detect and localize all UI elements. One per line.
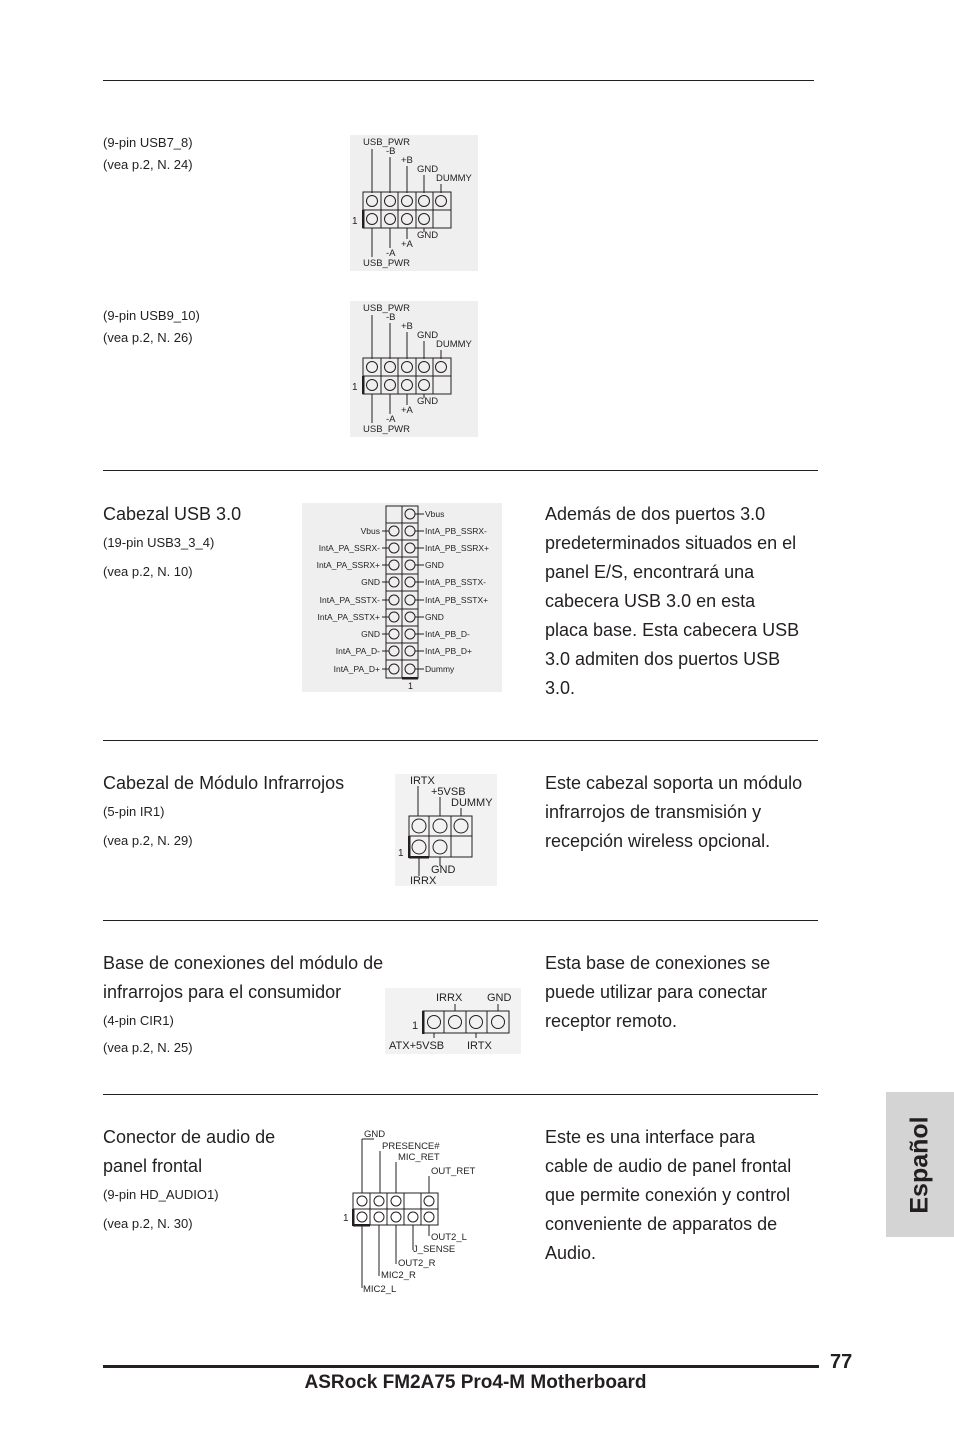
ir-desc-line: Este cabezal soporta un módulo (545, 773, 803, 793)
footer-rule (103, 1365, 819, 1368)
audio-description (545, 1123, 825, 1268)
usb910-label-plus-b: +B (401, 321, 413, 332)
ir-label-irtx: IRTX (410, 775, 435, 787)
audio-title-line: panel frontal (103, 1156, 203, 1176)
usb3-right-label: IntA_PB_D+ (425, 646, 473, 656)
usb3-left-label: GND (361, 577, 380, 587)
usb910-label-dummy: DUMMY (436, 339, 472, 350)
cir-description (545, 949, 825, 1036)
cir-desc-line: puede utilizar para conectar (545, 982, 768, 1002)
usb78-label-plus-a: +A (401, 239, 413, 250)
usb910-ref: (vea p.2, N. 26) (103, 330, 193, 345)
audio-label-out-ret: OUT_RET (431, 1166, 476, 1177)
ir-description (545, 769, 825, 856)
usb3-right-label: IntA_PB_SSRX- (425, 526, 487, 536)
ir-label-5vsb: +5VSB (431, 786, 466, 798)
usb3-desc-line: 3.0 admiten dos puertos USB (545, 649, 781, 669)
usb78-pin1: 1 (352, 216, 358, 227)
usb78-ref: (vea p.2, N. 24) (103, 157, 193, 172)
cir-desc-line: receptor remoto. (545, 1011, 678, 1031)
section-divider (103, 740, 818, 741)
ir-desc-line: recepción wireless opcional. (545, 831, 771, 851)
usb3-left-label: GND (361, 629, 380, 639)
audio-label-gnd: GND (364, 1129, 386, 1140)
usb78-label-minus-b: -B (386, 146, 396, 157)
usb3-desc-line: panel E/S, encontrará una (545, 562, 755, 582)
audio-desc-line: conveniente de apparatos de (545, 1214, 778, 1234)
ir-label-irrx: IRRX (410, 875, 437, 886)
language-side-tab (886, 1092, 954, 1237)
audio-label-j-sense: J_SENSE (413, 1244, 456, 1255)
audio-label-out2-r: OUT2_R (398, 1258, 436, 1269)
usb3-right-label: Dummy (425, 664, 455, 674)
section-divider (103, 470, 818, 471)
usb78-label-usbpwr-bottom: USB_PWR (363, 258, 410, 269)
audio-pin: (9-pin HD_AUDIO1) (103, 1187, 219, 1202)
usb78-label-usbpwr-top: USB_PWR (363, 137, 410, 148)
cir-label-atx5vsb: ATX+5VSB (389, 1040, 445, 1052)
usb3-left-label: IntA_PA_SSRX+ (316, 560, 380, 570)
usb910-label-minus-b: -B (386, 312, 396, 323)
ir-ref: (vea p.2, N. 29) (103, 833, 193, 848)
section-divider (103, 1094, 818, 1095)
audio-title (103, 1123, 275, 1181)
usb3-left-label: Vbus (360, 526, 380, 536)
usb910-label-gnd-bottom: GND (417, 396, 439, 407)
section-divider (103, 920, 818, 921)
cir-pin1: 1 (412, 1020, 419, 1032)
cir-label-gnd: GND (487, 992, 512, 1004)
usb910-label-usbpwr-bottom: USB_PWR (363, 424, 410, 435)
footer-product-name: ASRock FM2A75 Pro4-M Motherboard (304, 1372, 647, 1393)
cir-title-line: Base de conexiones del módulo de (103, 953, 384, 973)
usb3-right-label: Vbus (425, 509, 445, 519)
audio-label-mic2-l: MIC2_L (363, 1284, 397, 1295)
usb3-left-label: IntA_PA_D+ (333, 664, 380, 674)
usb3-left-label: IntA_PA_SSTX+ (317, 612, 380, 622)
cir-label-irrx: IRRX (436, 992, 463, 1004)
usb3-left-label: IntA_PA_D- (335, 646, 380, 656)
audio-label-mic2-r: MIC2_R (381, 1270, 416, 1281)
usb910-pin1: 1 (352, 382, 358, 393)
usb78-label-dummy: DUMMY (436, 173, 472, 184)
usb3-right-label: IntA_PB_SSRX+ (425, 543, 490, 553)
usb78-label-plus-b: +B (401, 155, 413, 166)
usb78-pin: (9-pin USB7_8) (103, 135, 193, 150)
ir-title: Cabezal de Módulo Infrarrojos (103, 773, 345, 793)
usb3-desc-line: predeterminados situados en el (545, 533, 797, 553)
page-number: 77 (830, 1351, 853, 1373)
audio-label-mic-ret: MIC_RET (398, 1152, 440, 1163)
usb78-header-diagram (350, 135, 478, 271)
language-tab-label: Español (905, 1115, 934, 1214)
usb78-label-gnd-top: GND (417, 164, 439, 175)
audio-title-line: Conector de audio de (103, 1127, 276, 1147)
usb910-label-minus-a: -A (386, 414, 396, 425)
cir-title-line: infrarrojos para el consumidor (103, 982, 342, 1002)
usb3-pin1: 1 (408, 681, 414, 691)
audio-header-diagram (342, 1126, 482, 1298)
usb910-header-diagram (350, 301, 478, 437)
usb3-ref: (vea p.2, N. 10) (103, 564, 193, 579)
ir-pin: (5-pin IR1) (103, 804, 165, 819)
usb3-left-label: IntA_PA_SSRX- (318, 543, 380, 553)
audio-desc-line: que permite conexión y control (545, 1185, 791, 1205)
audio-desc-line: cable de audio de panel frontal (545, 1156, 792, 1176)
usb3-desc-line: Además de dos puertos 3.0 (545, 504, 766, 524)
usb3-desc-line: placa base. Esta cabecera USB (545, 620, 800, 640)
usb3-pin: (19-pin USB3_3_4) (103, 535, 215, 550)
ir-header-diagram (395, 774, 497, 886)
usb910-label-gnd-top: GND (417, 330, 439, 341)
usb3-description (545, 500, 825, 703)
ir-pin1: 1 (398, 848, 404, 859)
usb3-right-label: IntA_PB_D- (425, 629, 470, 639)
usb3-desc-line: cabecera USB 3.0 en esta (545, 591, 756, 611)
audio-desc-line: Este es una interface para (545, 1127, 756, 1147)
ir-label-gnd: GND (431, 864, 456, 876)
usb3-right-label: IntA_PB_SSTX+ (425, 595, 489, 605)
usb3-right-label: GND (425, 560, 444, 570)
top-rule (103, 80, 814, 81)
usb3-right-label: IntA_PB_SSTX- (425, 577, 486, 587)
usb910-label-plus-a: +A (401, 405, 413, 416)
audio-label-presence: PRESENCE# (382, 1141, 440, 1152)
cir-label-irtx: IRTX (467, 1040, 492, 1052)
usb78-label-minus-a: -A (386, 248, 396, 259)
cir-pin: (4-pin CIR1) (103, 1013, 174, 1028)
audio-ref: (vea p.2, N. 30) (103, 1216, 193, 1231)
cir-desc-line: Esta base de conexiones se (545, 953, 771, 973)
usb78-label-gnd-bottom: GND (417, 230, 439, 241)
audio-pin1: 1 (343, 1213, 349, 1224)
audio-label-out2-l: OUT2_L (431, 1232, 467, 1243)
ir-label-dummy: DUMMY (451, 797, 493, 809)
usb910-label-usbpwr-top: USB_PWR (363, 303, 410, 314)
usb3-header-diagram (302, 503, 502, 692)
usb3-desc-line: 3.0. (545, 678, 576, 698)
usb3-right-label: GND (425, 612, 444, 622)
audio-desc-line: Audio. (545, 1243, 597, 1263)
ir-desc-line: infrarrojos de transmisión y (545, 802, 762, 822)
cir-ref: (vea p.2, N. 25) (103, 1040, 193, 1055)
cir-header-diagram (385, 988, 521, 1054)
usb3-title: Cabezal USB 3.0 (103, 504, 242, 524)
usb910-pin: (9-pin USB9_10) (103, 308, 200, 323)
cir-title (103, 949, 383, 1007)
usb3-left-label: IntA_PA_SSTX- (319, 595, 380, 605)
